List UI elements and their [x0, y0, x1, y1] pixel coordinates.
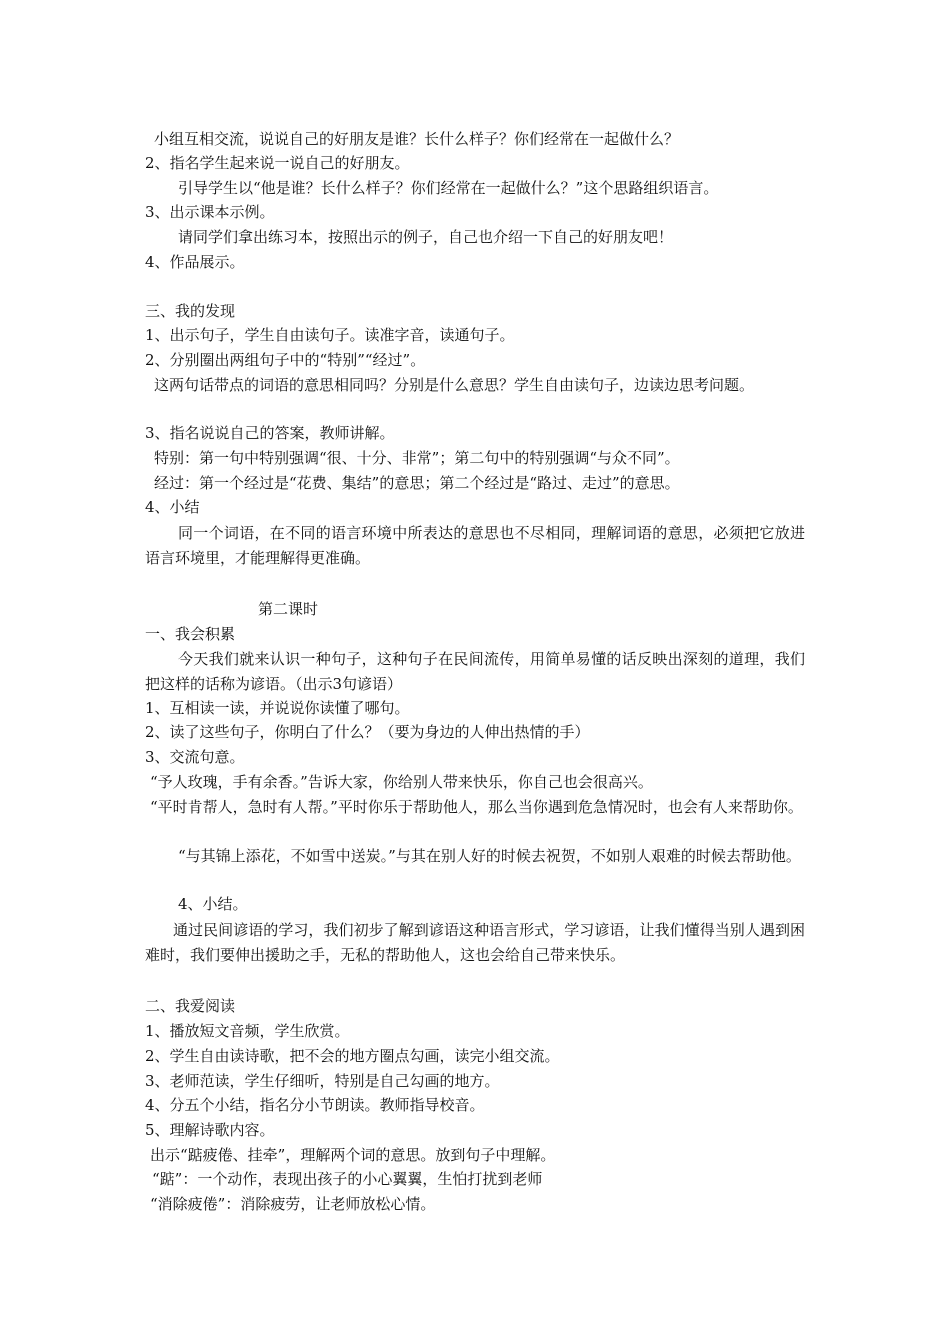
paragraph: 这两句话带点的词语的意思相同吗？分别是什么意思？学生自由读句子，边读边思考问题。 — [154, 376, 755, 394]
paragraph: “与其锦上添花，不如雪中送炭。”与其在别人好的时候去祝贺，不如别人艰难的时候去帮助他。 — [178, 847, 801, 865]
paragraph-line: 出示“踮疲倦、挂牵”，理解两个词的意思。放到句子中理解。 — [150, 1146, 556, 1164]
paragraph-line: 请同学们拿出练习本，按照出示的例子，自己也介绍一下自己的好朋友吧！ — [178, 228, 674, 246]
list-item: 4、分五个小结，指名分小节朗读。教师指导校音。 — [145, 1096, 485, 1114]
section-heading: 一、我会积累 — [145, 625, 236, 643]
list-item: 5、理解诗歌内容。 — [145, 1121, 275, 1139]
paragraph: 同一个词语，在不同的语言环境中所表达的意思也不尽相同，理解词语的意思，必须把它放进语言环境里，才能理解得更准确。 — [145, 524, 805, 567]
paragraph: “平时肯帮人，急时有人帮。”平时你乐于帮助他人，那么当你遇到危急情况时，也会有人来帮助你。 — [150, 798, 803, 816]
list-item: 3、出示课本示例。 — [145, 203, 275, 221]
list-item: 1、出示句子，学生自由读句子。读准字音，读通句子。 — [145, 326, 515, 344]
list-item: 1、互相读一读，并说说你读懂了哪句。 — [145, 699, 410, 717]
paragraph-line: 引导学生以“他是谁？长什么样子？你们经常在一起做什么？”这个思路组织语言。 — [178, 179, 719, 197]
paragraph-line: “踮”：一个动作，表现出孩子的小心翼翼，生怕打扰到老师 — [152, 1170, 543, 1188]
list-item: 4、小结。 — [178, 895, 248, 913]
paragraph-line: 特别：第一句中特别强调“很、十分、非常”；第二句中的特别强调“与众不同”。 — [154, 449, 680, 467]
paragraph-line: “消除疲倦”：消除疲劳，让老师放松心情。 — [150, 1195, 436, 1213]
lesson-heading: 第二课时 — [258, 600, 319, 618]
list-item: 2、分别圈出两组句子中的“特别”“经过”。 — [145, 351, 426, 369]
list-item: 2、读了这些句子，你明白了什么？（要为身边的人伸出热情的手） — [145, 723, 590, 741]
section-heading: 二、我爱阅读 — [145, 997, 236, 1015]
paragraph: 通过民间谚语的学习，我们初步了解到谚语这种语言形式，学习谚语，让我们懂得当别人遇到困难时，我们要伸出援助之手，无私的帮助他人，这也会给自己带来快乐。 — [145, 921, 805, 964]
paragraph-line: “予人玫瑰，手有余香。”告诉大家，你给别人带来快乐，你自己也会很高兴。 — [150, 773, 653, 791]
list-item: 4、作品展示。 — [145, 253, 245, 271]
list-item: 4、小结 — [145, 498, 200, 516]
paragraph: 今天我们就来认识一种句子，这种句子在民间流传，用简单易懂的话反映出深刻的道理，我们把这样的话称为谚语。（出示3句谚语） — [145, 650, 805, 693]
list-item: 1、播放短文音频，学生欣赏。 — [145, 1022, 350, 1040]
paragraph-line: 经过：第一个经过是“花费、集结”的意思；第二个经过是“路过、走过”的意思。 — [154, 474, 680, 492]
section-heading: 三、我的发现 — [145, 302, 236, 320]
paragraph-line: 小组互相交流，说说自己的好朋友是谁？长什么样子？你们经常在一起做什么？ — [154, 130, 680, 148]
list-item: 2、指名学生起来说一说自己的好朋友。 — [145, 154, 410, 172]
list-item: 3、老师范读，学生仔细听，特别是自己勾画的地方。 — [145, 1072, 500, 1090]
list-item: 3、指名说说自己的答案，教师讲解。 — [145, 424, 395, 442]
list-item: 3、交流句意。 — [145, 748, 245, 766]
list-item: 2、学生自由读诗歌，把不会的地方圈点勾画，读完小组交流。 — [145, 1047, 560, 1065]
